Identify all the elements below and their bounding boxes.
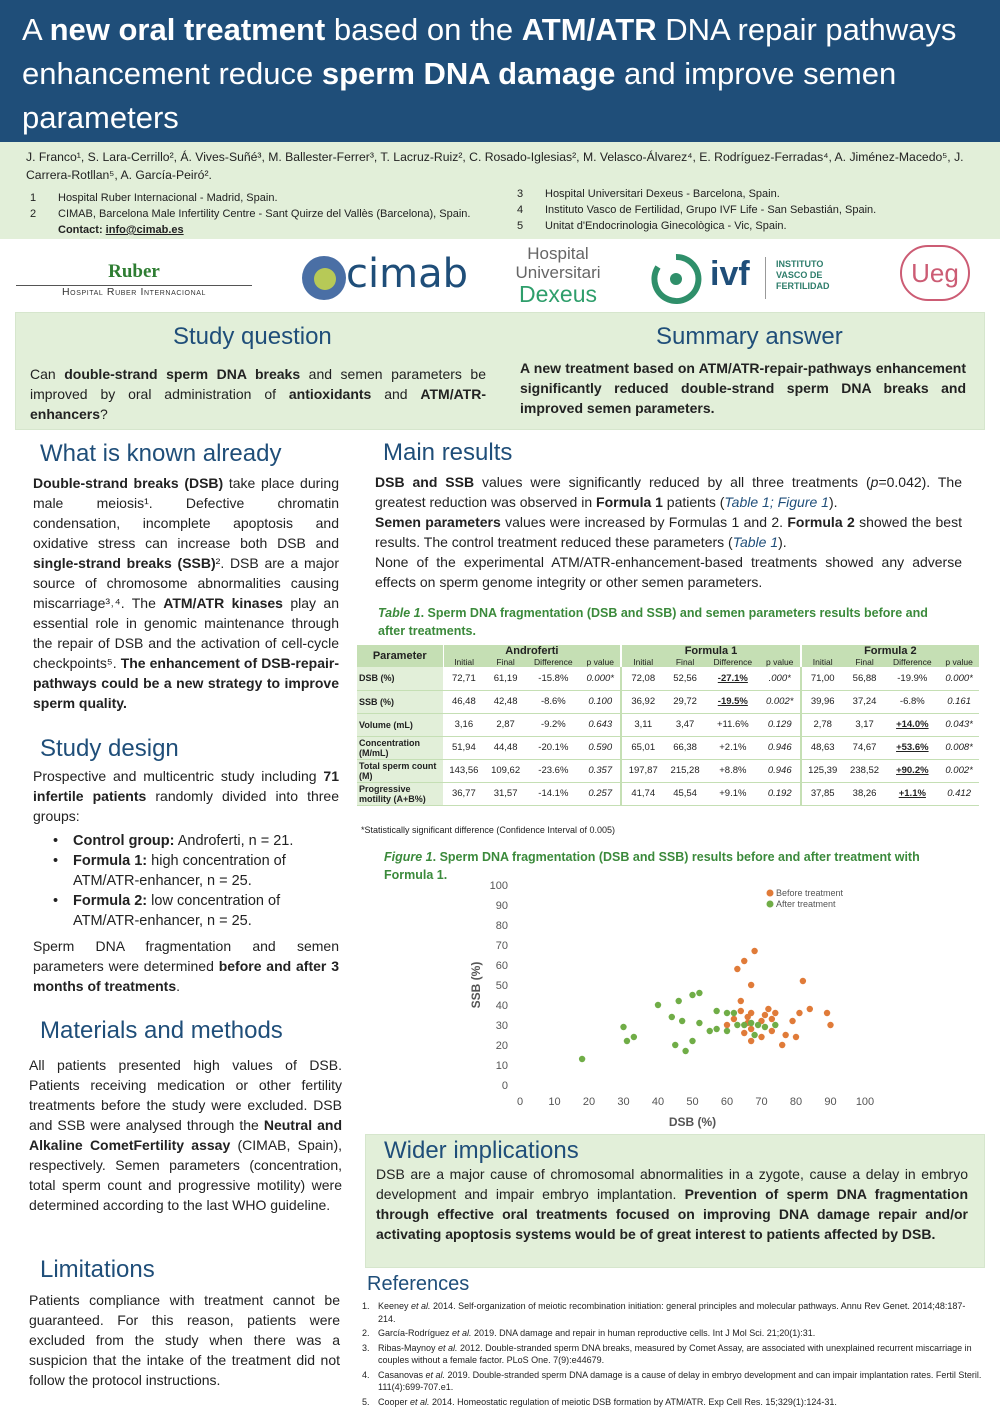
data-point-after [713,1026,719,1032]
x-tick-label: 20 [582,1096,596,1108]
data-point-after [620,1024,626,1030]
table-cell: +53.6% [896,742,929,753]
table-cell: 74,67 [852,742,877,753]
y-tick-label: 20 [495,1040,508,1052]
table-cell: 0.643 [580,713,621,736]
y-tick-label: 80 [495,920,508,932]
data-point-after [689,1038,695,1044]
table-cell: 109,62 [491,765,521,776]
table-cell: 72,08 [631,672,656,684]
table-cell: 52,56 [673,672,697,684]
affiliation: 4 Instituto Vasco de Fertilidad, Grupo IVF Life - San Sebastián, Spain. [517,204,877,216]
limitations-heading: Limitations [40,1256,155,1283]
table-subheader: Initial [812,657,833,667]
table-cell: 0.002* [760,690,801,713]
data-point-before [724,1022,730,1028]
data-point-before [789,1018,795,1024]
reference-item: 4. Casanovas et al. 2019. Double-stranded sperm DNA damage is a cause of delay in embryo development and can impair implantation rates. Fertil Steril. 111(4):699-707.e1. [362,1369,982,1392]
table-cell: 66,38 [673,742,697,753]
table-cell: -20.1% [538,742,569,753]
affiliations-left [30,190,500,238]
data-point-before [807,1006,813,1012]
data-point-after [631,1034,637,1040]
design-group-list [33,831,339,931]
legend-label: After treatment [776,899,836,909]
known-text: Double-strand breaks (DSB) take place during male meiosis¹. Defective chromatin condensation, incomplete apoptosis and oxidative stress can increase both DSB and single-strand breaks (SSB)². DSB are a major source of chromosome abnormalities causing miscarriage³˒⁴. The ATM/ATR kinases play an essential role in genomic maintenance through the repair of DSB and the activation of cell-cycle checkpoints⁵. The enhancement of DSB-repair-pathways could be a new strategy to improve sperm quality. [33,475,340,711]
table-subheader: Difference [713,657,753,667]
table-cell: -23.6% [538,765,569,776]
data-point-after [762,1024,768,1030]
table-header: Formula 1 [621,645,800,657]
data-point-before [748,1038,754,1044]
data-point-after [713,1008,719,1014]
table-subheader: p value [945,657,973,667]
data-point-before [779,1042,785,1048]
data-point-after [751,1032,757,1038]
x-tick-label: 60 [720,1096,734,1108]
data-point-before [741,958,747,964]
author-list: J. Franco¹, S. Lara-Cerrillo², Á. Vives-Suñé³, M. Ballester-Ferrer³, T. Lacruz-Ruiz², C. Rosado-Iglesias², M. Velasco-Álvarez⁴, E. Rodríguez-Ferradas⁴, A. Jiménez-Macedo⁵, J. Carrera-Rotllan⁵, A. García-Peiró². [26,150,964,182]
table-cell-parameter: Progressive motility (A+B%) [357,782,443,805]
table-cell: 0.946 [760,759,801,782]
summary-answer-heading: Summary answer [656,323,843,350]
table-cell: 3,17 [855,719,874,730]
data-point-before [734,966,740,972]
table-cell: -27.1% [717,672,748,684]
y-axis-label: SSB (%) [469,961,483,1009]
table-cell: +2.1% [719,742,747,753]
table-cell: 0.257 [580,782,621,805]
table-cell-parameter: DSB (%) [357,667,443,690]
table-cell: 0.008* [945,742,973,753]
table-cell: 0.412 [947,788,971,799]
data-point-after [755,1022,761,1028]
table-cell: -8.6% [540,696,566,707]
table-cell-parameter: Volume (mL) [357,713,443,736]
x-tick-label: 30 [617,1096,630,1108]
data-point-before [824,1010,830,1016]
reference-item: 3. Ribas-Maynoy et al. 2012. Double-stranded sperm DNA breaks, measured by Comet Assay, are associated with unexplained recurrent miscarriage in couples without a female factor. PLoS One. 7(9):e44679. [362,1342,972,1365]
summary-answer-text: A new treatment based on ATM/ATR-repair-pathways enhancement significantly reduced double-strand sperm DNA breaks and improved semen parameters. [520,360,966,416]
table-cell: 197,87 [628,765,658,776]
table-cell: 65,01 [631,742,656,753]
list-item: • Control group: Androferti, n = 21. [33,831,339,851]
table-cell: 3,11 [634,719,653,730]
study-question-heading: Study question [173,323,332,350]
data-point-after [696,990,702,996]
table-subheader: Final [675,657,695,667]
y-tick-label: 100 [489,880,508,892]
affiliations-right [517,186,957,234]
table-cell: 2,87 [496,719,515,730]
data-point-after [672,1042,678,1048]
table-subheader: p value [580,657,621,667]
data-point-before [827,1022,833,1028]
data-point-before [772,1010,778,1016]
data-point-after [734,1022,740,1028]
data-point-after [669,1014,675,1020]
table-cell: 31,57 [493,788,518,799]
list-item: • Formula 1: high concentration of ATM/ATR-enhancer, n = 25. [33,851,339,891]
table-cell: 39,96 [810,696,835,707]
table-cell: 0.129 [760,713,801,736]
ruber-logo: Ruber Hospital Ruber Internacional [16,261,252,298]
data-point-before [762,1012,768,1018]
table-cell: +9.1% [719,788,747,799]
study-question-text: Can double-strand sperm DNA breaks and semen parameters be improved by oral administration of antioxidants and ATM/ATR-enhancers? [30,366,486,422]
references-heading: References [367,1273,470,1295]
title-banner [0,0,1000,142]
y-tick-label: 70 [495,940,508,952]
table-cell: 3,16 [454,719,474,730]
affiliation: 3 Hospital Universitari Dexeus - Barcelona, Spain. [517,188,780,200]
table-cell: 71,00 [810,672,835,684]
data-point-after [724,1028,730,1034]
table-subheader: Difference [893,657,932,667]
results-heading: Main results [383,439,513,466]
table-subheader: p value [760,657,801,667]
table-cell: 51,94 [451,742,476,753]
design-text: Prospective and multicentric study including 71 infertile patients randomly divided into three groups: [33,768,339,824]
table-cell: +90.2% [896,765,929,776]
table-cell: 36,77 [451,788,476,799]
table-cell: 125,39 [808,765,838,776]
implications-text: DSB are a major cause of chromosomal abnormalities in a zygote, cause a delay in embryo development and impair embryo implantation. Prevention of sperm DNA fragmentation through effective oral treatments focused on improving DNA damage repair and/or activating apoptosis systems would be of great interest to patients affected by DSB. [376,1166,969,1242]
table-cell: +14.0% [896,719,929,730]
data-point-after [679,1018,685,1024]
table-cell: +1.1% [898,788,926,799]
reference-item: 1. Keeney et al. 2014. Self-organization of meiotic recombination initiation: general principles and molecular pathways. Annu Rev Genet. 2014;48:187-214. [362,1301,966,1324]
table-cell-parameter: SSB (%) [357,690,443,713]
data-point-after [707,1028,713,1034]
x-tick-label: 100 [855,1096,875,1108]
table-cell-parameter: Concentration (M/mL) [357,736,443,759]
table-row [357,759,979,782]
table-cell: 72,71 [451,672,476,684]
y-tick-label: 10 [495,1060,508,1072]
table-caption: Table 1. Sperm DNA fragmentation (DSB and SSB) and semen parameters results before and after treatments. [378,606,928,638]
limitations-text: Patients compliance with treatment cannot be guaranteed. For this reason, patients were excluded from the study when there was a suspicion that the intake of the treatment did not follow the protocol instructions. [29,1292,340,1388]
data-point-after [655,1002,661,1008]
x-axis-label: DSB (%) [668,1115,717,1129]
affiliation: 1 Hospital Ruber Internacional - Madrid, Spain. [30,192,278,204]
implications-heading: Wider implications [384,1137,579,1164]
table-header: Parameter [357,645,443,667]
table-cell: 0.000* [580,667,621,690]
data-point-before [769,1028,775,1034]
x-tick-label: 10 [548,1096,561,1108]
methods-text: All patients presented high values of DSB. Patients receiving medication or other fertility treatments before the study were excluded. DSB and SSB were analysed through the Neutral and Alkaline CometFertility assay (CIMAB, Spain), respectively. Semen parameters (concentration, total sperm count and progressive motility) were determined according to the last WHO guideline. [29,1057,342,1213]
table-cell: 37,24 [852,696,877,707]
table-cell: 38,26 [852,788,877,799]
table-cell: -15.8% [538,672,569,684]
legend-label: Before treatment [776,888,844,898]
y-tick-label: 0 [501,1080,508,1092]
data-point-before [765,1006,771,1012]
table-cell: 29,72 [673,696,697,707]
table-cell: 0.002* [945,765,973,776]
table-cell: 215,28 [670,765,700,776]
ivf-ring-icon [650,253,702,305]
y-tick-label: 50 [495,980,508,992]
table-cell: 3,47 [675,719,695,730]
table-cell: +11.6% [716,719,749,730]
contact-email-link[interactable]: info@cimab.es [105,224,184,236]
figure-caption: Figure 1. Sperm DNA fragmentation (DSB and SSB) results before and after treatment with Formula 1. [384,850,920,882]
logo-strip [0,241,1000,307]
table-row [357,690,979,713]
data-point-after [579,1056,585,1062]
table-cell: -9.2% [540,719,566,730]
authors-band [0,142,1000,239]
implications-box [365,1134,985,1268]
table-subheader: Final [496,657,515,667]
table-row [357,713,979,736]
x-tick-label: 90 [824,1096,837,1108]
legend-marker [767,890,774,897]
cimab-logo: cimab [300,251,465,301]
table-cell: 41,74 [631,788,656,799]
table-cell-parameter: Total sperm count (M) [357,759,443,782]
reference-item: 2. García-Rodríguez et al. 2019. DNA damage and repair in human reproductive cells. Int J Mol Sci. 21;20(1):31. [362,1328,816,1338]
legend-marker [767,901,774,908]
x-tick-label: 50 [686,1096,699,1108]
table-cell: 0.946 [760,736,801,759]
affiliation: 2 CIMAB, Barcelona Male Infertility Centre - Sant Quirze del Vallès (Barcelona), Spain. Contact: info@cimab.es [30,208,471,236]
table-row [357,782,979,805]
table-cell: -6.8% [899,696,925,707]
table-footnote: *Statistically significant difference (Confidence Interval of 0.005) [361,825,615,835]
data-point-before [745,1014,751,1020]
table-cell: -19.5% [717,696,748,707]
data-point-before [800,978,806,984]
data-point-before [793,1034,799,1040]
table-cell: 0.192 [760,782,801,805]
table-cell: 0.100 [580,690,621,713]
table-cell: 46,48 [451,696,476,707]
table-cell: 0.161 [947,696,971,707]
list-item: • Formula 2: low concentration of ATM/ATR-enhancer, n = 25. [33,891,339,931]
question-answer-box [15,312,985,430]
data-point-after [689,992,695,998]
scatter-chart [460,875,920,1135]
table-row [357,736,979,759]
data-point-before [748,1026,754,1032]
table-cell: .000* [760,667,801,690]
results-text: DSB and SSB values were significantly reduced by all three treatments (p=0.042). The greatest reduction was observed in Formula 1 patients (Table 1; Figure 1). Semen parameters values were increased by Formulas 1 and 2. Formula 2 showed the best results. The control treatment reduced these parameters (Table 1). None of the experimental ATM/ATR-enhancement-based treatments showed any adverse effects on sperm genome integrity or other semen parameters. [375,474,962,590]
data-point-before [796,1010,802,1016]
data-point-before [731,1016,737,1022]
data-point-after [624,1038,630,1044]
y-tick-label: 90 [495,900,508,912]
reference-item: 5. Cooper et al. 2014. Homeostatic regulation of meiotic DSB formation by ATM/ATR. Exp Cell Res. 15;329(1):124-31. [362,1396,837,1407]
data-point-after [741,1022,747,1028]
table-cell: 36,92 [631,696,656,707]
table-row [357,667,979,690]
y-tick-label: 30 [495,1020,508,1032]
table-cell: 0.043* [945,719,973,730]
table-subheader: Difference [534,657,573,667]
table-cell: 143,56 [449,765,479,776]
table-cell: 48,63 [810,742,835,753]
table-cell: 42,48 [493,696,518,707]
table-cell: -14.1% [538,788,569,799]
y-tick-label: 40 [495,1000,508,1012]
data-point-before [738,998,744,1004]
table-header: Androferti [443,645,621,657]
data-point-after [772,1022,778,1028]
table-subheader: Initial [454,657,475,667]
table-cell: 238,52 [850,765,880,776]
dexeus-logo: Hospital Universitari Dexeus [515,244,601,307]
x-tick-label: 0 [516,1096,524,1108]
table-cell: 44,48 [493,742,518,753]
data-point-before [758,1034,764,1040]
table-cell: 2,78 [813,719,832,730]
data-point-before [751,948,757,954]
references-list [362,1300,982,1410]
table-cell: 56,88 [852,672,877,684]
table-cell: +8.8% [719,765,747,776]
data-point-before [782,1032,788,1038]
x-tick-label: 80 [789,1096,803,1108]
known-heading: What is known already [40,440,282,467]
table-cell: 61,19 [493,672,518,684]
data-point-after [731,1010,737,1016]
data-point-before [769,1016,775,1022]
table-cell: 37,85 [810,788,835,799]
data-point-before [738,1008,744,1014]
x-tick-label: 70 [755,1096,768,1108]
design-heading: Study design [40,735,179,762]
table-header: Formula 2 [864,645,917,657]
design-text-2: Sperm DNA fragmentation and semen parameters were determined before and after 3 months of treatments. [33,938,339,994]
table-cell: 0.590 [580,736,621,759]
ivf-logo: ivf INSTITUTO VASCO DE FERTILIDAD [650,253,850,303]
poster-title: A new oral treatment based on the ATM/ATR DNA repair pathways enhancement reduce sperm DNA damage and improve semen parameters [22,12,957,135]
table-subheader: Final [855,657,874,667]
table-cell: -19.9% [897,672,928,684]
table-cell: 45,54 [673,788,697,799]
data-point-after [682,1048,688,1054]
table-subheader: Initial [633,657,654,667]
data-point-before [741,1030,747,1036]
data-point-after [748,1020,754,1026]
data-point-before [748,982,754,988]
table-cell: 0.000* [945,672,973,684]
data-point-after [696,1020,702,1026]
table-cell: 0.357 [580,759,621,782]
data-point-after [724,1010,730,1016]
results-table [357,645,979,806]
y-tick-label: 60 [495,960,508,972]
x-tick-label: 40 [651,1096,665,1108]
methods-heading: Materials and methods [40,1017,283,1044]
affiliation: 5 Unitat d'Endocrinologia Ginecològica - Vic, Spain. [517,220,787,232]
ueg-logo: Ueg [900,245,970,301]
data-point-after [676,998,682,1004]
